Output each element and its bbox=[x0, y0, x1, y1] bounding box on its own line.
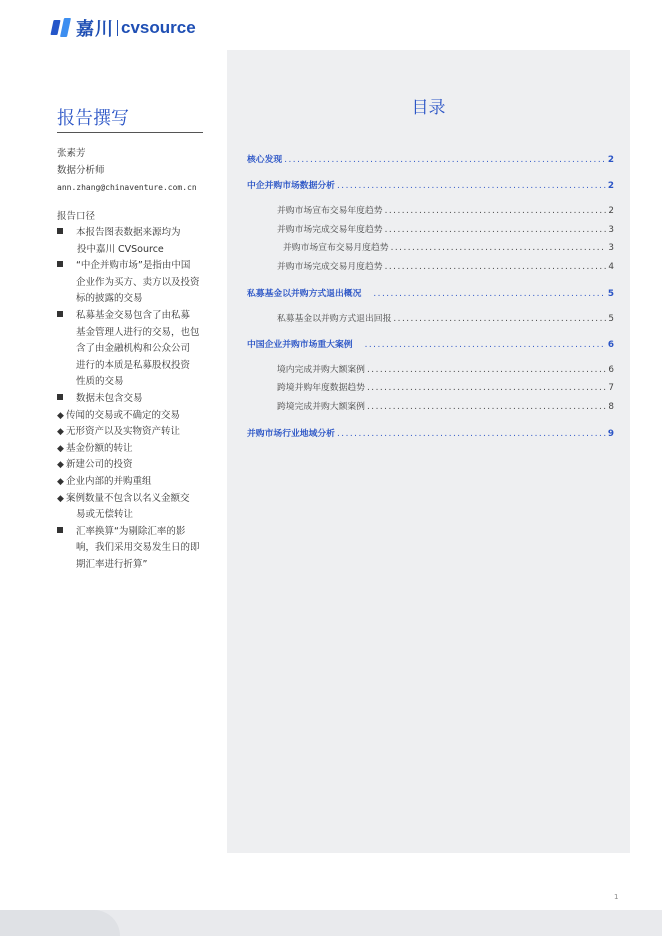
toc-entry-page: 4 bbox=[608, 262, 614, 272]
company-logo bbox=[52, 16, 196, 40]
toc-entry-label: 并购市场宣布交易年度趋势 bbox=[277, 206, 383, 216]
toc-subentry[interactable] bbox=[277, 362, 614, 375]
author-name: 张素芳 bbox=[57, 148, 86, 159]
toc-entry-page: 6 bbox=[607, 340, 614, 350]
logo-en-text: cvsource bbox=[121, 18, 196, 37]
toc-panel bbox=[227, 50, 630, 853]
toc-entry-page: 8 bbox=[608, 402, 614, 412]
toc-entry-label: 并购市场完成交易月度趋势 bbox=[277, 262, 383, 272]
toc-entry-label: 并购市场宣布交易月度趋势 bbox=[283, 243, 389, 253]
note-item: ◆ 传闻的交易或不确定的交易 bbox=[57, 408, 207, 425]
square-bullet-icon bbox=[57, 391, 76, 408]
toc-entry-page: 5 bbox=[608, 314, 614, 324]
toc-subentry[interactable] bbox=[277, 259, 614, 272]
toc-entry[interactable] bbox=[247, 286, 614, 299]
toc-entry-label: 境内完成并购大额案例 bbox=[277, 365, 365, 375]
toc-entry-label: 中国企业并购市场重大案例 bbox=[247, 340, 353, 350]
toc-entry-label: 核心发现 bbox=[247, 155, 283, 165]
report-author-heading: 报告撰写 bbox=[57, 104, 203, 133]
toc-entry[interactable] bbox=[247, 152, 614, 165]
note-item: ◆ 基金份额的转让 bbox=[57, 441, 207, 458]
author-block bbox=[57, 145, 207, 196]
toc-entry-page: 3 bbox=[608, 243, 614, 253]
square-bullet-icon bbox=[57, 524, 76, 574]
square-bullet-icon bbox=[57, 225, 76, 258]
note-item: 汇率换算“为剔除汇率的影 响，我们采用交易发生日的即 期汇率进行折算” bbox=[57, 524, 207, 574]
toc-entry-page: 3 bbox=[608, 225, 614, 235]
toc-entry-label: 跨境并购年度数据趋势 bbox=[277, 383, 365, 393]
logo-cn-text: 嘉川 bbox=[76, 19, 114, 40]
toc-subentry[interactable] bbox=[277, 222, 614, 235]
left-sidebar bbox=[57, 104, 207, 573]
toc-entry-page: 2 bbox=[608, 206, 614, 216]
toc-title: 目录 bbox=[411, 98, 446, 118]
toc-entry[interactable] bbox=[247, 178, 614, 191]
diamond-bullet-icon: ◆ bbox=[57, 493, 64, 504]
page-number: 1 bbox=[614, 893, 619, 901]
toc-subentry[interactable] bbox=[277, 203, 614, 216]
note-item: 数据未包含交易 bbox=[57, 391, 207, 408]
toc-entry-label: 并购市场完成交易年度趋势 bbox=[277, 225, 383, 235]
diamond-bullet-icon: ◆ bbox=[57, 443, 64, 454]
diamond-bullet-icon: ◆ bbox=[57, 476, 64, 487]
square-bullet-icon bbox=[57, 308, 76, 391]
note-item: 私募基金交易包含了由私募 基金管理人进行的交易，也包 含了由金融机构和公众公司 进行的本质是私募股权投资 性质的交易 bbox=[57, 308, 207, 391]
toc-entry-label: 私募基金以并购方式退出回报 bbox=[277, 314, 392, 324]
toc-entry-page: 9 bbox=[607, 429, 614, 439]
toc-entry-page: 2 bbox=[607, 155, 614, 165]
note-item: ◆ 新建公司的投资 bbox=[57, 457, 207, 474]
note-item: 本报告图表数据来源均为 投中嘉川 CVSource bbox=[57, 225, 207, 258]
toc-entry-page: 5 bbox=[607, 289, 614, 299]
toc-entry-label: 私募基金以并购方式退出概况 bbox=[247, 289, 362, 299]
toc-entry[interactable] bbox=[247, 337, 614, 350]
logo-mark-icon bbox=[52, 18, 72, 38]
diamond-bullet-icon: ◆ bbox=[57, 427, 64, 438]
toc-entry-label: 跨境完成并购大额案例 bbox=[277, 402, 365, 412]
toc-entry-label: 并购市场行业地域分析 bbox=[247, 429, 335, 439]
report-caliber-heading: 报告口径 bbox=[57, 211, 96, 222]
author-role: 数据分析师 bbox=[57, 165, 105, 176]
toc-entry-page: 6 bbox=[608, 365, 614, 375]
toc-entry-page: 7 bbox=[608, 383, 614, 393]
toc-subentry[interactable] bbox=[283, 240, 614, 253]
author-email: ann.zhang@chinaventure.com.cn bbox=[57, 183, 197, 192]
note-item: ◆ 企业内部的并购重组 bbox=[57, 474, 207, 491]
diamond-bullet-icon: ◆ bbox=[57, 410, 64, 421]
note-item: ◆ 案例数量不包含以名义金额交 易或无偿转让 bbox=[57, 491, 207, 524]
note-item: ◆ 无形资产以及实物资产转让 bbox=[57, 424, 207, 441]
footer-curve-decoration bbox=[0, 910, 120, 936]
toc-entry-page: 2 bbox=[607, 181, 614, 191]
toc-entry[interactable] bbox=[247, 426, 614, 439]
toc-subentry[interactable] bbox=[277, 311, 614, 324]
toc-subentry[interactable] bbox=[277, 399, 614, 412]
diamond-bullet-icon: ◆ bbox=[57, 460, 64, 471]
toc-entry-label: 中企并购市场数据分析 bbox=[247, 181, 335, 191]
note-item: “中企并购市场”是指由中国 企业作为买方、卖方以及投资 标的披露的交易 bbox=[57, 258, 207, 308]
square-bullet-icon bbox=[57, 258, 76, 308]
logo-separator bbox=[117, 20, 118, 36]
toc-subentry[interactable] bbox=[277, 380, 614, 393]
